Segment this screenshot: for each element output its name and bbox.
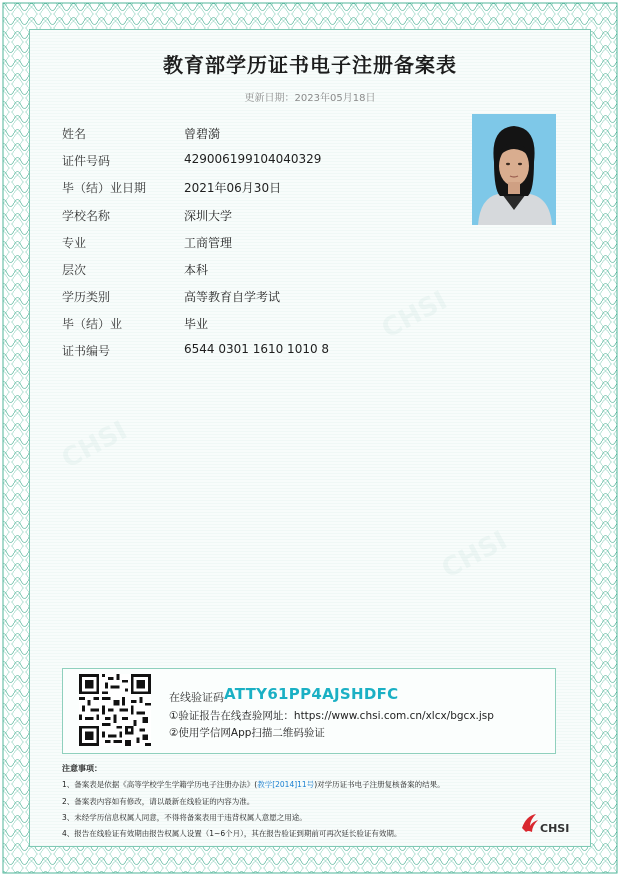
qr-code[interactable]	[79, 674, 151, 746]
note-item	[62, 779, 445, 790]
chsi-logo-text: CHSI	[540, 822, 570, 835]
field-value-level: 本科	[184, 263, 209, 277]
field-value-school: 深圳大学	[184, 209, 233, 223]
field-label-grad-date: 毕（结）业日期	[62, 181, 147, 195]
notes-title: 注意事项：	[62, 764, 102, 773]
field-value-category: 高等教育自学考试	[184, 290, 281, 304]
field-value-id: 429006199104040329	[184, 152, 322, 166]
note-item: 3、未经学历信息权属人同意，不得将备案表用于违背权属人意愿之用途。	[62, 813, 307, 822]
field-label-category: 学历类别	[62, 290, 111, 304]
verify-url-line: ①验证报告在线查验网址：https://www.chsi.com.cn/xlcx/bgcx.jsp	[169, 710, 494, 722]
updated-date: 更新日期：2023年05月18日	[244, 93, 376, 104]
verify-app-line: ②使用学信网App扫描二维码验证	[169, 727, 325, 739]
field-label-name: 姓名	[62, 127, 87, 141]
regulation-link[interactable]: 教学[2014]11号	[257, 780, 315, 789]
document-title: 教育部学历证书电子注册备案表	[163, 53, 457, 77]
field-label-id: 证件号码	[62, 154, 111, 168]
verify-code-label: 在线验证码	[169, 691, 224, 704]
field-value-status: 毕业	[184, 317, 209, 331]
note-item: 4、报告在线验证有效期由报告权属人设置（1~6个月），其在报告验证到期前可再次延长验证有效期。	[62, 829, 402, 838]
field-label-cert-no: 证书编号	[62, 344, 111, 358]
note-text: )对学历证书电子注册复核备案的结果。	[314, 780, 445, 789]
field-value-grad-date: 2021年06月30日	[184, 181, 282, 195]
field-value-cert-no: 6544 0301 1610 1010 8	[184, 342, 330, 356]
portrait-photo	[472, 114, 556, 225]
watermark: CHSI	[57, 415, 133, 475]
note-item: 2、备案表内容如有修改，请以最新在线验证的内容为准。	[62, 797, 255, 806]
verify-code: ATTY61PP4AJSHDFC	[224, 685, 399, 703]
field-label-level: 层次	[62, 263, 87, 277]
field-label-status: 毕（结）业	[62, 317, 123, 331]
field-label-school: 学校名称	[62, 209, 111, 223]
note-text: 1、备案表是依据《高等学校学生学籍学历电子注册办法》(	[62, 780, 258, 789]
field-value-name: 曾碧漪	[184, 127, 221, 141]
field-value-major: 工商管理	[184, 236, 233, 250]
watermark: CHSI	[377, 285, 453, 345]
field-label-major: 专业	[62, 236, 87, 250]
watermark: CHSI	[437, 525, 513, 585]
